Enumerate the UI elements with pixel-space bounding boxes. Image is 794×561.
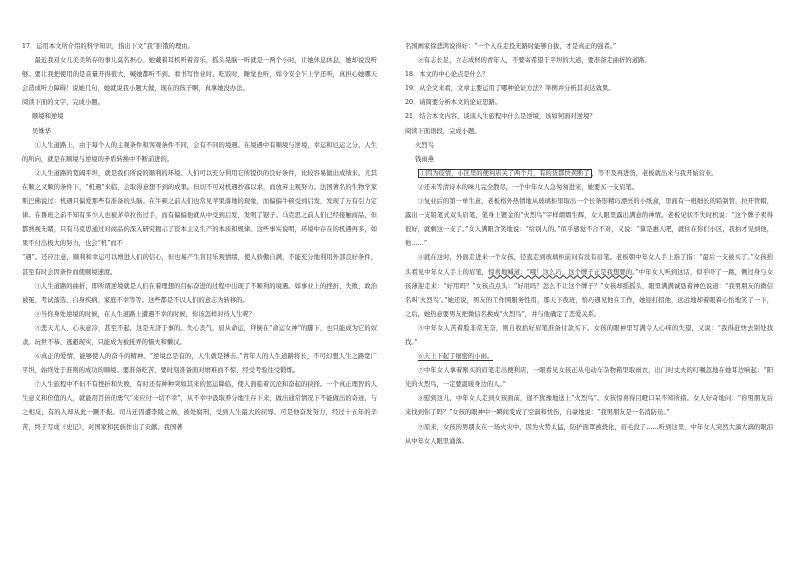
article-paragraph-2: ②人生道路的宽阔平坦，就是我们所说的顺利的环境。人们可以充分利用它所提供的良好条件，比较容易做出成绩来。尤其在顺之又顺的条件下，“机遇”来临，会取得意想不到的成果。但切不可对机遇抄寡以求，而放弃主观努力。法国著名的生物学家斯巴佛说过：机遇只偏爱那些有准备的头脑。在牛顿之前人们也常见苹果落地的现象，而偏偏牛顿受到启发，发现了万有引力定律。在鲁班之前不知有多少人也被茅草拉伤过手，而有偏偏他就从中受到启发，发明了锯子。马克思之前人们已经接触商品，但都熟视无睹，只有马克思通过对商品的深入研究揭示了资本主义生产的本质和规律。这些事实说明，环境中存在的机遇再多，如果不付出极大的努力，也会“机”而不 [22, 169, 377, 248]
article-paragraph-7: ⑦人生旅程中不但不有挫折和失败，有时还有种种突如其来的惩运降临，使人面临着沉沦和奋起的抉择。一个真正理智的人生意义和价值的人，就能用百倍的勇气“来应付一切不幸”，从不幸中汲取养分地生存下来，做出通常情况下不能做出的奇迹，与之相反，有的人却从此一蹶不振。司马迁因遭李陵之祸，被处腐刑，受到人生最大的屈辱。可是他奋发努力，经过十五年的辛苦，终于写成《史记》，对国家和民族作出了贡献。我国著 [22, 381, 377, 431]
story-text: ，等不及再进货，老板就出来与我开始营业。 [591, 169, 718, 177]
question-19: 19．从全文来看，文章主要运用了哪种论证方法？举例并分析其表达效果。 [405, 85, 615, 93]
story-text: 。”中年女人听到这话，似乎吓了一跳，侧过身与女孩薄迎走来：“好用吗？”女孩点点头：“好用吗？怎么不让这个牌子？”女孩却摇摇头，眼里满满诚恳着神色说道：“我男朋友的微信名叫‘火烈鸟’。”她还说，男友的工作围服务性用，那天下夜班，恰巧遇见他在工作，她迎打招他，远远地却着眼着心怡地笑了一下，之后，她热意要男友把微信名换成“火烈鸟”，并与他确定了恋爱关系。 [405, 268, 773, 318]
article-paragraph-8: ⑧有志长足，立志成材的青年人，不要寄希望于平坦的大道，要准备走曲折的道路。 [417, 57, 651, 65]
story-paragraph-5: ⑤中年女人苦着脸非常无奈，则自收拾好眉笔准备付款买下。女孩的眼神里写满令人心痒的失望，又说：“我得赶快去别处找找。” [405, 324, 773, 346]
story-paragraph-6 [405, 350, 773, 364]
article-paragraph-2-cont: “遇”。还应注意，顺利和幸运可以增进人们的信心，但也易产生盲目乐观情绪，使人骄傲自满，不能充分地利用外部良好条件，甚至有时会因条件而使顺境速度。 [22, 254, 377, 276]
story-paragraph-1 [405, 167, 773, 181]
question-18: 18．本文的中心论点是什么？ [405, 71, 489, 79]
story-paragraph-3: ③复业后的第一单生意，老板格外热情地从玻璃柜里取出一个长条形精巧漂亮的小纸盒，里面有一根细长的铅制管，拉开管帽，露出一支铅笔式双头眉笔，笔身上镀金的“火烈鸟”字样熠熠生辉，女人眼里露出满意的神情。老板见状不失时机说：“这个牌子卖得很好，就剩这一支了。”女人满眼含笑地说：“给别人的。”似乎感觉不合不对，又说：“算是惠人吧，就住在你们小区，我拍才见到他，他……” [405, 198, 773, 248]
article-paragraph-1: ①人生道路上，由于每个人的主观条件和客观条件不同，会有不同的境遇。在境遇中有顺境与逆境，幸运和厄运之分。人生的所向，就是在顺境与逆境的矛盾转换中不断前进的。 [22, 141, 377, 163]
right-column [405, 40, 773, 449]
boxed-text: ①因为疫情，小区里的便利店关了两个月，有的货都快卖断了 [419, 169, 590, 177]
article-paragraph-3: ③人生道路的曲折，即所谓逆境就是人们在着理想的目标奋进的过程中出现了不顺利的境遇。如事业上的挫折、失败、政治被冤、考试落选、自身疾病、家庭不幸等等。这些都是不以人们的意志为转移的。 [22, 282, 377, 304]
story-title: 火烈鸟 [415, 141, 434, 149]
article-paragraph-7-cont: 名国画家徐悲鸿说得好：“一个人在走投无路时能够自拔，才是真正的强者。” [405, 43, 617, 50]
left-column [22, 40, 377, 435]
question-17: 17．运用本文所介绍的科学知识，指出下文“我”拒饿的理由。 [22, 43, 194, 50]
article-paragraph-6: ⑥真正的爱情，能够使人的奋斗的精神。“逆境总是有的，人生就是搏击。”青年人的人生道路将长，不可幻想人生之路宽广平坦，始终处于准则的成功的顺境。要准备吃苦，要时刻准备面对磨难而不惊，经受考验往受锻炼。 [22, 353, 377, 375]
question-21: 21．结合本文内容，谈谈人生旅程中什么是逆境，该如何面对逆境？ [405, 113, 596, 121]
wavy-underlined-text: 惊喜地喊道：“哦！这么巧，这个牌子正是我想要的 [488, 268, 633, 276]
article-paragraph-4: ④当你身处逆境的时候，在人生道路上遭遇不幸的时候，你该怎样对待人生呢？ [34, 310, 255, 318]
reading-instruction-2: 阅读下面语段，完成小题。 [405, 127, 481, 135]
story-text: ④就在这时，外面走进来一个女孩，径直走到玻璃柜前问有没有眉笔。老板朝中年女人手上指了指：“最后一支被买了。”女孩抬头看见中年女人手上的眉笔， [405, 254, 773, 276]
story-author: 钱雨燕 [415, 155, 434, 163]
reading-instruction: 阅读下面的文字，完成小题。 [22, 99, 104, 107]
question-20: 20．请简要分析本文的论证思路。 [405, 99, 502, 107]
article-title: 顺境和逆境 [32, 113, 64, 121]
story-paragraph-4 [405, 251, 773, 321]
underlined-text: ⑥天上下起了细密的小雨。 [417, 353, 494, 361]
article-paragraph-5: ⑤悲天尤人、心灰意冷，甚至不起，这是无济于事的。失心丧气，屈从命运，拜倒在“命运女神”的脚下，也只能成为它的奴隶。玩世不恭、逃避现实，只能成为被抚弄的懦夫和懒汉。 [22, 324, 377, 346]
article-author: 吴姝华 [32, 127, 51, 135]
story-paragraph-2: ②还未等清诗木的味儿完全散尽，一个中年女人急匆匆进来，她要买一支眉笔。 [417, 183, 638, 191]
story-paragraph-8: ⑧慰到这儿，中年女人走到女孩面前，递不犹豫地送上“火烈鸟”。女孩惊喜得目瞪口呆不知所措。女人好奇地问：“你男朋友后来找到你了吗？”女孩的眼神中一瞬间变成了空洞和忧伤，自豪地说：“我男朋友是一名消防员。” [405, 395, 773, 417]
story-paragraph-9: ⑨原来，女孩的男朋友在一场火灾中，因为火势太猛，防护面罩被烧化，眉毛没了……听到这里，中年女人突然大滴大滴的眼泪从中年女人眼里涌落。 [405, 423, 773, 445]
story-paragraph: 最近我对女儿美美所存的事儿莫名担心。她戴着耳机听着音乐，摇头晃脑一听就是一两个小时，让她休息休息，她却说没听够。要让我把使用的是音量开得很大，喊她都听不到。看书写作业时，吃饭时，睡觉也听，如今安全乍上学还听，真担心她哪天会造成听力障碍！说她几句，她就说我小题大做，现在的孩子啊，真拿她没办法。 [22, 57, 377, 93]
story-paragraph-7: ⑦中年女人拿着刚买的眉笔走出便利店，一眼看见女孩正从电动车杂物箱里取雨衣，出门时丈夫的叮嘱忽地在她耳边响起：“阳光的火烈鸟，一定要温暖身边的人。” [405, 367, 773, 389]
